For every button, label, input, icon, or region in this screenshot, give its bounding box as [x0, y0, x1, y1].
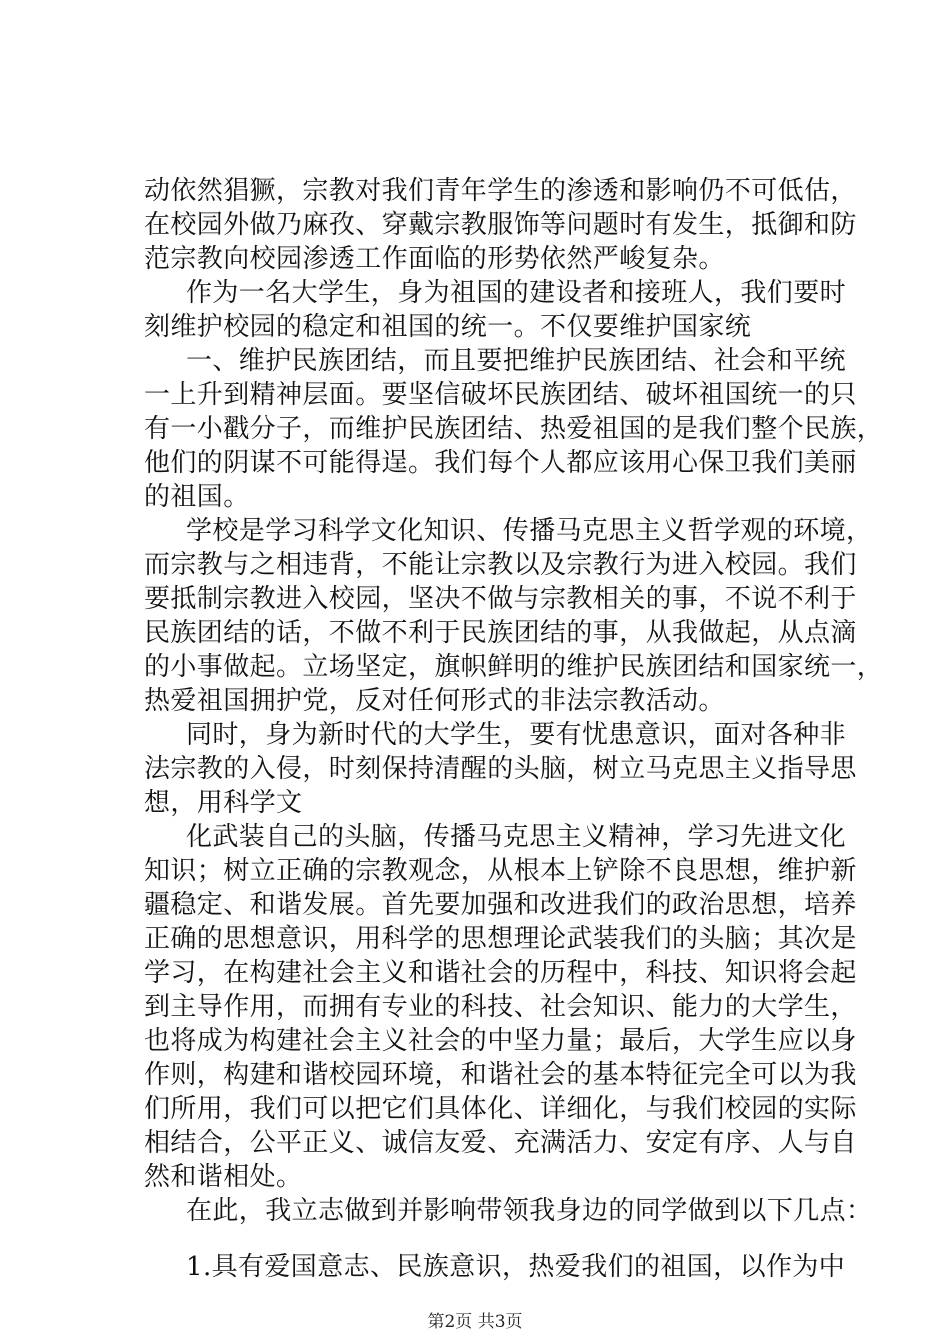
- text-line: 在校园外做乃麻孜、穿戴宗教服饰等问题时有发生，抵御和防: [144, 210, 857, 240]
- text-line: 正确的思想意识，用科学的思想理论武装我们的头脑；其次是: [144, 924, 857, 954]
- text-line: 想，用科学文: [144, 788, 303, 818]
- text-line: 作则，构建和谐校园环境，和谐社会的基本特征完全可以为我: [144, 1060, 857, 1090]
- text-line: 相结合，公平正义、诚信友爱、充满活力、安定有序、人与自: [144, 1128, 857, 1158]
- text-line: 他们的阴谋不可能得逞。我们每个人都应该用心保卫我们美丽: [144, 448, 857, 478]
- paragraph-start-line: 学校是学习科学文化知识、传播马克思主义哲学观的环境，: [186, 516, 873, 546]
- text-line: 刻维护校园的稳定和祖国的统一。不仅要维护国家统: [144, 312, 752, 342]
- page-footer: 第2页 共3页: [427, 1312, 523, 1332]
- text-line: 法宗教的入侵，时刻保持清醒的头脑，树立马克思主义指导思: [144, 754, 857, 784]
- text-line: 知识；树立正确的宗教观念，从根本上铲除不良思想，维护新: [144, 856, 857, 886]
- text-line: 而宗教与之相违背，不能让宗教以及宗教行为进入校园。我们: [144, 550, 857, 580]
- text-line: 要抵制宗教进入校园，坚决不做与宗教相关的事，不说不利于: [144, 584, 857, 614]
- text-line: 学习，在构建社会主义和谐社会的历程中，科技、知识将会起: [144, 958, 857, 988]
- text-line: 民族团结的话，不做不利于民族团结的事，从我做起，从点滴: [144, 618, 857, 648]
- text-line: 的小事做起。立场坚定，旗帜鲜明的维护民族团结和国家统一，: [144, 652, 884, 682]
- text-line: 的祖国。: [144, 482, 250, 512]
- text-line: 疆稳定、和谐发展。首先要加强和改进我们的政治思想，培养: [144, 890, 857, 920]
- text-line: 也将成为构建社会主义社会的中坚力量；最后，大学生应以身: [144, 1026, 857, 1056]
- text-line: 然和谐相处。: [144, 1162, 303, 1192]
- paragraph-start-line: 作为一名大学生，身为祖国的建设者和接班人，我们要时: [186, 278, 847, 308]
- text-line: 动依然猖獗，宗教对我们青年学生的渗透和影响仍不可低估，: [144, 176, 857, 206]
- list-item-line: 1.具有爱国意志、民族意识，热爱我们的祖国，以作为中: [186, 1252, 846, 1282]
- text-line: 热爱祖国拥护党，反对任何形式的非法宗教活动。: [144, 686, 725, 716]
- paragraph-start-line: 一、维护民族团结，而且要把维护民族团结、社会和平统: [186, 346, 847, 376]
- text-line: 们所用，我们可以把它们具体化、详细化，与我们校园的实际: [144, 1094, 857, 1124]
- text-line: 范宗教向校园渗透工作面临的形势依然严峻复杂。: [144, 244, 725, 274]
- text-line: 有一小戳分子，而维护民族团结、热爱祖国的是我们整个民族，: [144, 414, 884, 444]
- paragraph-start-line: 化武装自己的头脑，传播马克思主义精神，学习先进文化: [186, 822, 847, 852]
- paragraph-start-line: 在此，我立志做到并影响带领我身边的同学做到以下几点：: [186, 1196, 873, 1226]
- text-line: 到主导作用，而拥有专业的科技、社会知识、能力的大学生，: [144, 992, 857, 1022]
- paragraph-start-line: 同时，身为新时代的大学生，要有忧患意识，面对各种非: [186, 720, 847, 750]
- text-line: 一上升到精神层面。要坚信破坏民族团结、破坏祖国统一的只: [144, 380, 857, 410]
